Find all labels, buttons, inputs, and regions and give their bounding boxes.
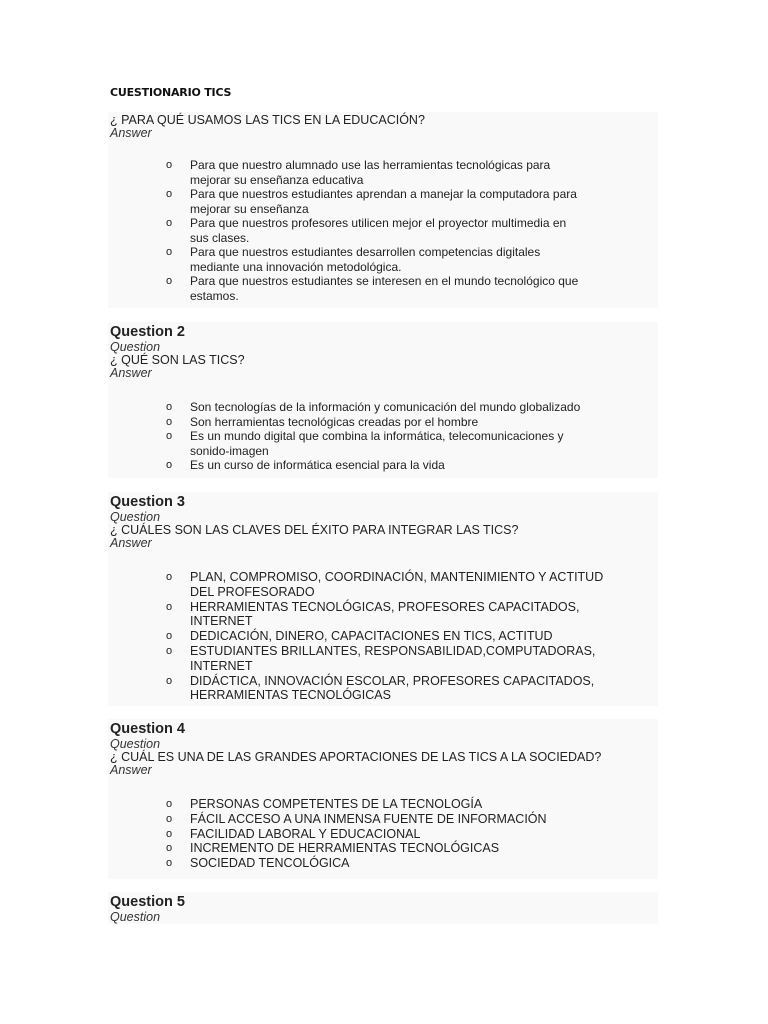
option-text: Para que nuestros estudiantes desarrollen competencias digitales mediante una innovación metodológica.	[190, 245, 541, 274]
bullet-icon: o	[166, 459, 173, 471]
bullet-icon: o	[166, 842, 173, 855]
option[interactable]	[110, 187, 658, 216]
option[interactable]	[110, 274, 658, 303]
option[interactable]	[110, 400, 658, 415]
option-text: FACILIDAD LABORAL Y EDUCACIONAL	[190, 826, 421, 841]
option[interactable]	[110, 812, 658, 827]
option-text: DIDÁCTICA, INNOVACIÓN ESCOLAR, PROFESORES CAPACITADOS, HERRAMIENTAS TECNOLÓGICAS	[190, 673, 595, 703]
option-text: Es un mundo digital que combina la informática, telecomunicaciones y sonido-imagen	[190, 429, 564, 458]
question-1-options	[110, 158, 658, 303]
option-text: Para que nuestro alumnado use las herramientas tecnológicas para mejorar su enseñanza educativa	[190, 158, 551, 187]
question-label: Question	[110, 340, 161, 354]
option[interactable]	[110, 674, 658, 704]
question-4-number: Question 4	[110, 721, 185, 737]
answer-label: Answer	[110, 366, 152, 380]
option-text: FÁCIL ACCESO A UNA INMENSA FUENTE DE INFORMACIÓN	[190, 811, 547, 826]
question-5	[110, 894, 658, 924]
bullet-icon: o	[166, 857, 173, 870]
option[interactable]	[110, 644, 658, 674]
answer-label: Answer	[110, 536, 152, 550]
question-3	[110, 494, 658, 703]
option-text: Son tecnologías de la información y comunicación del mundo globalizado	[190, 400, 581, 414]
question-4-text: ¿ CUÁL ES UNA DE LAS GRANDES APORTACIONES DE LAS TICS A LA SOCIEDAD?	[110, 750, 602, 764]
question-3-text: ¿ CUÁLES SON LAS CLAVES DEL ÉXITO PARA INTEGRAR LAS TICS?	[110, 523, 519, 537]
bullet-icon: o	[166, 415, 173, 428]
question-2-options	[110, 400, 658, 473]
bullet-icon: o	[166, 430, 173, 442]
bullet-icon: o	[166, 827, 173, 840]
question-5-number: Question 5	[110, 894, 185, 910]
option[interactable]	[110, 600, 658, 630]
bullet-icon: o	[166, 674, 173, 687]
option-text: Son herramientas tecnológicas creadas por el hombre	[190, 414, 479, 429]
option-text: Para que nuestros estudiantes aprendan a manejar la computadora para mejorar su enseñanza	[190, 187, 577, 216]
option[interactable]	[110, 797, 658, 812]
bullet-icon: o	[166, 188, 173, 200]
option[interactable]	[110, 827, 658, 842]
bullet-icon: o	[166, 246, 173, 258]
option[interactable]	[110, 629, 658, 644]
option-text: Para que nuestros estudiantes se interesen en el mundo tecnológico que estamos.	[190, 274, 579, 303]
option[interactable]	[110, 841, 658, 856]
question-2-text: ¿ QUÉ SON LAS TICS?	[110, 353, 245, 367]
question-label: Question	[110, 910, 161, 924]
option[interactable]	[110, 458, 658, 473]
option[interactable]	[110, 570, 658, 600]
bullet-icon: o	[166, 798, 173, 810]
option[interactable]	[110, 429, 658, 458]
question-2-number: Question 2	[110, 324, 185, 340]
bullet-icon: o	[166, 571, 173, 583]
option-text: PERSONAS COMPETENTES DE LA TECNOLOGÍA	[190, 797, 483, 811]
question-3-number: Question 3	[110, 494, 185, 510]
option-text: ESTUDIANTES BRILLANTES, RESPONSABILIDAD,COMPUTADORAS, INTERNET	[190, 643, 596, 673]
question-label: Question	[110, 510, 161, 524]
bullet-icon: o	[166, 159, 173, 171]
option[interactable]	[110, 245, 658, 274]
option-text: DEDICACIÓN, DINERO, CAPACITACIONES EN TICS, ACTITUD	[190, 629, 553, 644]
question-1-text: ¿ PARA QUÉ USAMOS LAS TICS EN LA EDUCACIÓN?	[110, 113, 425, 127]
bullet-icon: o	[166, 401, 173, 413]
bullet-icon: o	[166, 600, 173, 613]
option[interactable]	[110, 216, 658, 245]
question-4-options	[110, 797, 658, 871]
option-text: PLAN, COMPROMISO, COORDINACIÓN, MANTENIMIENTO Y ACTITUD DEL PROFESORADO	[190, 570, 604, 599]
bullet-icon: o	[166, 630, 173, 643]
answer-label: Answer	[110, 126, 152, 140]
option-text: Para que nuestros profesores utilicen mejor el proyector multimedia en sus clases.	[190, 216, 567, 245]
option-text: Es un curso de informática esencial para la vida	[190, 458, 445, 472]
option[interactable]	[110, 856, 658, 871]
document-title: CUESTIONARIO TICS	[110, 86, 232, 99]
bullet-icon: o	[166, 217, 173, 229]
question-1	[110, 113, 658, 303]
bullet-icon: o	[166, 275, 173, 287]
option-text: HERRAMIENTAS TECNOLÓGICAS, PROFESORES CAPACITADOS, INTERNET	[190, 599, 580, 629]
bullet-icon: o	[166, 644, 173, 657]
option-text: SOCIEDAD TENCOLÓGICA	[190, 856, 350, 871]
option[interactable]	[110, 158, 658, 187]
answer-label: Answer	[110, 763, 152, 777]
question-label: Question	[110, 737, 161, 751]
option-text: INCREMENTO DE HERRAMIENTAS TECNOLÓGICAS	[190, 841, 500, 856]
option[interactable]	[110, 415, 658, 430]
bullet-icon: o	[166, 812, 173, 825]
question-3-options	[110, 570, 658, 703]
question-4	[110, 721, 658, 871]
question-2	[110, 324, 658, 472]
